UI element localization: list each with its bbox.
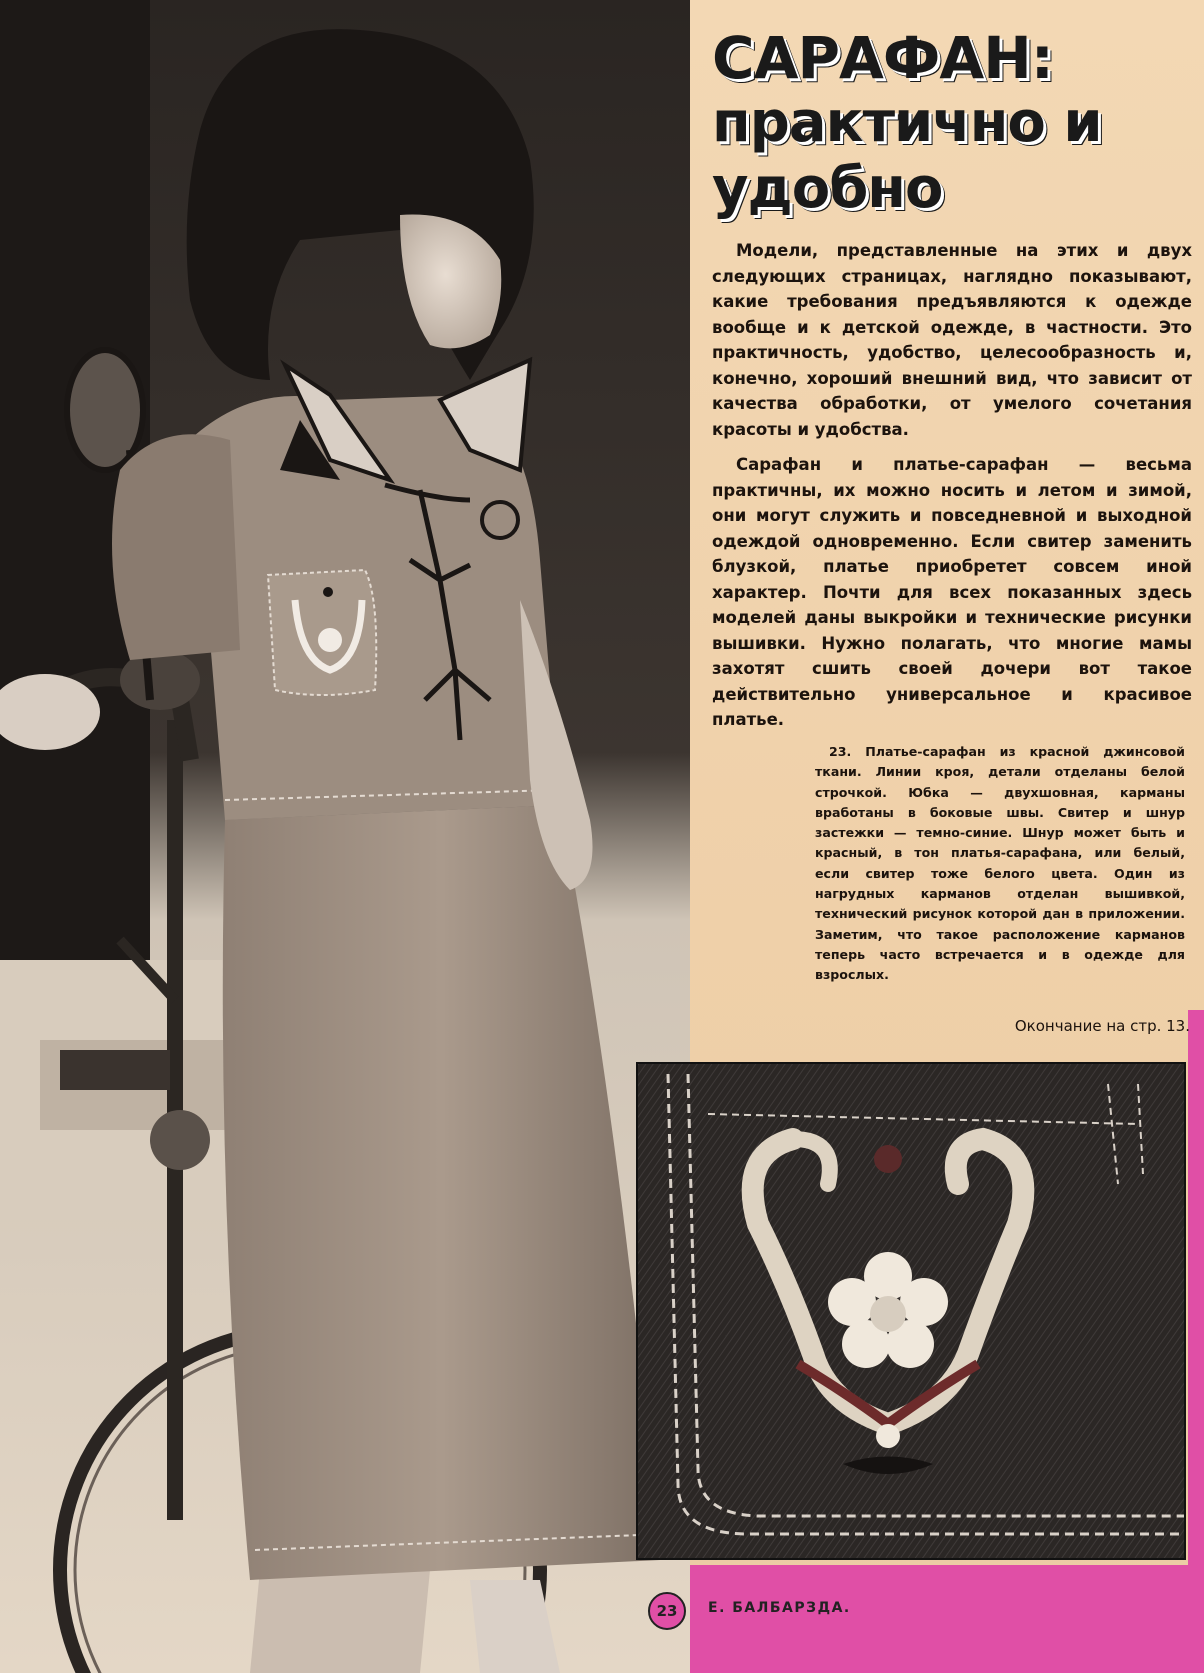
detail-photo-embroidered-pocket — [636, 1062, 1186, 1560]
headline-line-3: удобно — [712, 156, 943, 221]
continuation-note: Окончание на стр. 13. — [1014, 1017, 1190, 1035]
article-paragraph-2: Сарафан и платье-сарафан — весьма практичны, их можно носить и летом и зимой, они могут служить и повседневной и выходной одеждой одновременно. Если свитер заменить блузкой, платье приобретет совсем иной характер. Почти для всех показанных здесь моделей даны выкройки и технические рисунки вышивки. Нужно полагать, что многие мамы захотят сшить своей дочери вот такое действительно универсальное и красивое платье. — [712, 455, 1192, 729]
pink-footer-band — [626, 1565, 1204, 1673]
photo-caption: 23. Платье-сарафан из красной джинсовой ткани. Линии кроя, детали отделаны белой строчкой. Юбка — двухшовная, карманы вработаны в боковые швы. Свитер и шнур застежки — темно-синие. Шнур может быть и красный, в тон платья-сарафана, или белый, если свитер тоже белого цвета. Один из нагрудных карманов отделан вышивкой, технический рисунок которой дан в приложении. Заметим, что такое расположение карманов теперь часто встречается и в одежде для взрослых. — [815, 744, 1185, 983]
pink-edge-band — [1188, 1010, 1204, 1570]
page-number: 23 — [648, 1592, 686, 1630]
headline-line-1: САРАФАН: — [712, 24, 1053, 92]
headline-line-2: практично и — [712, 90, 1102, 155]
author-credit: Е. БАЛБАРЗДА. — [708, 1600, 851, 1616]
article-paragraph-1: Модели, представленные на этих и двух следующих страницах, наглядно показывают, какие требования предъявляются к одежде вообще и к детской одежде, в частности. Это практичность, удобство, целесообразность и, конечно, хороший внешний вид, что зависит от качества обработки, от умелого сочетания красоты и удобства. — [712, 241, 1192, 439]
article-headline — [712, 26, 1182, 222]
